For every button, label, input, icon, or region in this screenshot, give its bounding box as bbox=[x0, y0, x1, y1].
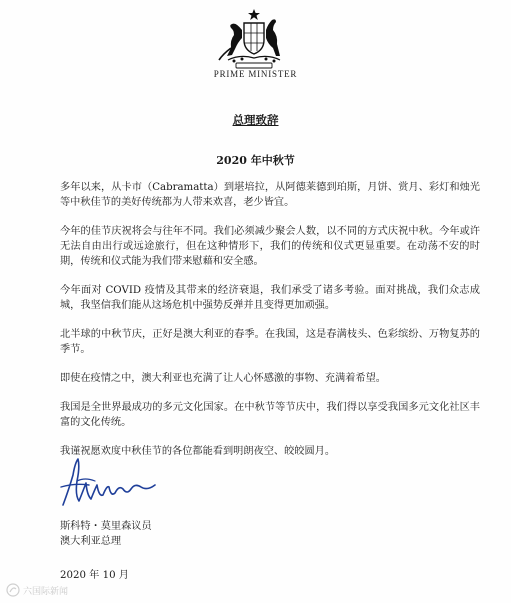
signer-block bbox=[60, 519, 152, 549]
handwritten-signature-icon bbox=[55, 455, 165, 513]
paragraph-3: 今年面对 COVID 疫情及其带来的经济衰退，我们承受了诸多考验。面对挑战，我们众志成城，我坚信我们能从这场危机中强势反弹并且变得更加顽强。 bbox=[60, 285, 480, 311]
coat-of-arms-icon bbox=[210, 8, 298, 70]
paragraph-5: 即使在疫情之中，澳大利亚也充满了让人心怀感激的事物、充满着希望。 bbox=[60, 373, 386, 384]
paragraph-7: 我谨祝愿欢度中秋佳节的各位都能看到明朗夜空、皎皎圆月。 bbox=[60, 446, 336, 457]
letter-date: 2020 年 10 月 bbox=[60, 570, 129, 581]
document-title: 总理致辞 bbox=[232, 113, 279, 127]
watermark-text: 六国际新闻 bbox=[23, 586, 69, 597]
signer-position: 澳大利亚总理 bbox=[60, 536, 122, 547]
letter-body bbox=[60, 180, 480, 473]
paragraph-2: 今年的佳节庆祝将会与往年不同。我们必须减少聚会人数，以不同的方式庆祝中秋。今年或许无法自由出行或远途旅行，但在这种情形下，我们的传统和仪式更显重要。在动荡不安的时期，传统和仪式能为我们带来慰藉和安全感。 bbox=[60, 226, 480, 267]
paragraph-1: 多年以来，从卡市（Cabramatta）到堪培拉，从阿德莱德到珀斯，月饼、赏月、彩灯和烛光等中秋佳节的美好传统都为人带来欢喜，老少皆宜。 bbox=[60, 182, 480, 208]
signer-name: 斯科特・莫里森议员 bbox=[60, 521, 152, 532]
source-logo-icon bbox=[6, 583, 20, 597]
letterhead-office: PRIME MINISTER bbox=[213, 69, 298, 79]
source-watermark bbox=[6, 582, 68, 598]
paragraph-4: 北半球的中秋节庆，正好是澳大利亚的春季。在我国，这是春满枝头、色彩缤纷、万物复苏的季节。 bbox=[60, 329, 480, 355]
document-subtitle: 2020 年中秋节 bbox=[216, 154, 295, 167]
paragraph-6: 我国是全世界最成功的多元文化国家。在中秋节等节庆中，我们得以享受我国多元文化社区丰富的文化传统。 bbox=[60, 402, 480, 428]
